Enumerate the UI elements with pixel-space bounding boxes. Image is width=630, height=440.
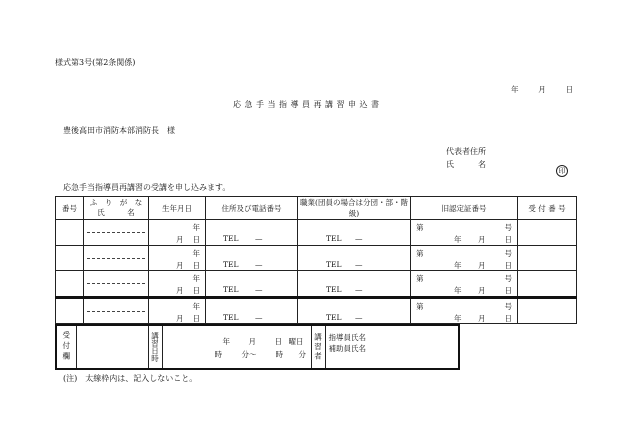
birthdate-cell[interactable]: [149, 220, 206, 246]
cert-month-label: 月: [478, 286, 486, 295]
date-year-label: 年: [511, 85, 519, 94]
application-table: [55, 196, 577, 324]
name-cell[interactable]: [84, 220, 149, 246]
tel-dash: —: [255, 285, 263, 294]
birthdate-cell[interactable]: [149, 245, 206, 271]
table-row: [56, 271, 577, 298]
header-name-cell: [84, 197, 149, 220]
birth-month-label: 月: [176, 286, 184, 295]
occupation-cell[interactable]: [298, 245, 411, 271]
cert-year-label: 年: [454, 260, 462, 270]
tel-label: TEL: [223, 234, 239, 243]
representative-name-label: 氏 名: [446, 160, 486, 169]
header-number: 番号: [56, 197, 84, 220]
header-occupation: 職業(団員の場合は分団・部・階級): [298, 197, 411, 220]
birth-year-label: 年: [192, 301, 200, 311]
address-phone-cell[interactable]: [206, 220, 298, 246]
date-line: [511, 84, 573, 95]
birth-day-label: 日: [192, 286, 200, 295]
tel-label: TEL: [223, 312, 239, 322]
cert-number-cell[interactable]: [411, 220, 518, 246]
cert-go-label: 号: [504, 274, 512, 283]
birth-year-label: 年: [192, 223, 200, 232]
reception-field: [76, 325, 148, 369]
session-day-label: 日: [274, 337, 282, 346]
header-birthdate: 生年月日: [149, 197, 206, 220]
cert-day-label: 日: [504, 260, 512, 270]
furigana-divider: [87, 258, 145, 259]
birthdate-cell[interactable]: [149, 297, 206, 324]
cert-number-cell[interactable]: [411, 245, 518, 271]
tel-label: TEL: [223, 259, 239, 269]
lecturer-label: 講習者: [313, 332, 323, 362]
assistant-name-label: 補助員氏名: [328, 344, 366, 353]
session-hour-end: 時: [275, 350, 283, 359]
session-hour-start: 時: [214, 350, 222, 359]
date-month-label: 月: [538, 85, 546, 94]
session-month-label: 月: [248, 337, 256, 346]
name-cell[interactable]: [84, 271, 149, 298]
address-phone-cell[interactable]: [206, 297, 298, 324]
name-cell[interactable]: [84, 245, 149, 271]
header-reception-number: 受 付 番 号: [518, 197, 577, 220]
session-datetime-field: [162, 325, 311, 369]
cert-year-label: 年: [454, 313, 462, 323]
cert-day-label: 日: [504, 313, 512, 323]
furigana-divider: [87, 311, 145, 312]
tel-dash: —: [255, 234, 263, 243]
instructor-name-label: 指導員氏名: [328, 333, 366, 342]
representative-address-label: 代表者住所: [446, 147, 486, 156]
birth-month-label: 月: [176, 260, 184, 270]
tel-label: TEL: [326, 312, 342, 322]
session-minute-end: 分: [298, 350, 306, 359]
header-name: 氏 名: [97, 208, 135, 217]
session-datetime-label-cell: [148, 325, 162, 369]
furigana-divider: [87, 283, 145, 284]
birth-day-label: 日: [192, 235, 200, 244]
reception-number-cell: [518, 245, 577, 271]
session-weekday-label: 曜日: [288, 337, 304, 346]
birth-month-label: 月: [176, 313, 184, 323]
tel-dash: —: [255, 259, 263, 269]
footnote: (注) 太線枠内は、記入しないこと。: [63, 374, 198, 383]
session-minute-start: 分～: [241, 350, 257, 359]
cert-month-label: 月: [478, 260, 486, 270]
table-row: [56, 297, 577, 324]
birth-day-label: 日: [192, 313, 200, 323]
tel-dash: —: [355, 312, 363, 322]
tel-label: TEL: [326, 285, 342, 294]
cert-year-label: 年: [454, 235, 462, 244]
occupation-cell[interactable]: [298, 271, 411, 298]
cert-dai-label: 第: [416, 301, 424, 311]
session-datetime-label: 講習日時: [150, 332, 160, 362]
birth-year-label: 年: [192, 274, 200, 283]
birthdate-cell[interactable]: [149, 271, 206, 298]
reception-number-cell: [518, 297, 577, 324]
birth-month-label: 月: [176, 235, 184, 244]
tel-dash: —: [355, 259, 363, 269]
number-cell[interactable]: [56, 245, 84, 271]
cert-go-label: 号: [504, 223, 512, 232]
tel-label: TEL: [326, 259, 342, 269]
furigana-divider: [87, 232, 145, 233]
occupation-cell[interactable]: [298, 297, 411, 324]
cert-month-label: 月: [478, 313, 486, 323]
name-cell[interactable]: [84, 297, 149, 324]
form-number: 様式第3号(第2条関係): [55, 58, 136, 67]
reception-label-cell: [56, 325, 76, 369]
lecturer-field: [325, 325, 459, 369]
number-cell[interactable]: [56, 297, 84, 324]
cert-dai-label: 第: [416, 274, 424, 283]
addressee: 豊後高田市消防本部消防長 様: [63, 126, 175, 135]
table-row: [56, 220, 577, 246]
cert-day-label: 日: [504, 286, 512, 295]
seal-mark: [556, 158, 568, 177]
birth-day-label: 日: [192, 260, 200, 270]
tel-label: TEL: [326, 234, 342, 243]
birth-year-label: 年: [192, 248, 200, 258]
session-year-label: 年: [222, 337, 230, 346]
tel-label: TEL: [223, 285, 239, 294]
number-cell[interactable]: [56, 220, 84, 246]
reception-number-cell: [518, 220, 577, 246]
cert-go-label: 号: [504, 301, 512, 311]
cert-month-label: 月: [478, 235, 486, 244]
cert-number-cell[interactable]: [411, 271, 518, 298]
reception-box: [55, 324, 460, 370]
number-cell[interactable]: [56, 271, 84, 298]
occupation-cell[interactable]: [298, 220, 411, 246]
tel-dash: —: [355, 234, 363, 243]
header-address-phone: 住所及び電話番号: [206, 197, 298, 220]
cert-day-label: 日: [504, 235, 512, 244]
cert-dai-label: 第: [416, 223, 424, 232]
address-phone-cell[interactable]: [206, 245, 298, 271]
table-header-row: [56, 197, 577, 220]
reception-label: 受付欄: [61, 331, 71, 363]
table-row: [56, 245, 577, 271]
date-day-label: 日: [565, 85, 574, 94]
cert-year-label: 年: [454, 286, 462, 295]
reception-number-cell: [518, 271, 577, 298]
seal-circle-icon: 印: [556, 165, 568, 177]
address-phone-cell[interactable]: [206, 271, 298, 298]
header-furigana: ふ り が な: [89, 198, 143, 207]
page-title: 応急手当指導員再講習申込書: [233, 100, 383, 109]
header-cert-number: 旧認定証番号: [411, 197, 518, 220]
tel-dash: —: [255, 312, 263, 322]
tel-dash: —: [355, 285, 363, 294]
lecturer-label-cell: [311, 325, 325, 369]
cert-number-cell[interactable]: [411, 297, 518, 324]
intro-text: 応急手当指導員再講習の受講を申し込みます。: [63, 183, 231, 192]
cert-dai-label: 第: [416, 248, 424, 258]
cert-go-label: 号: [504, 248, 512, 258]
